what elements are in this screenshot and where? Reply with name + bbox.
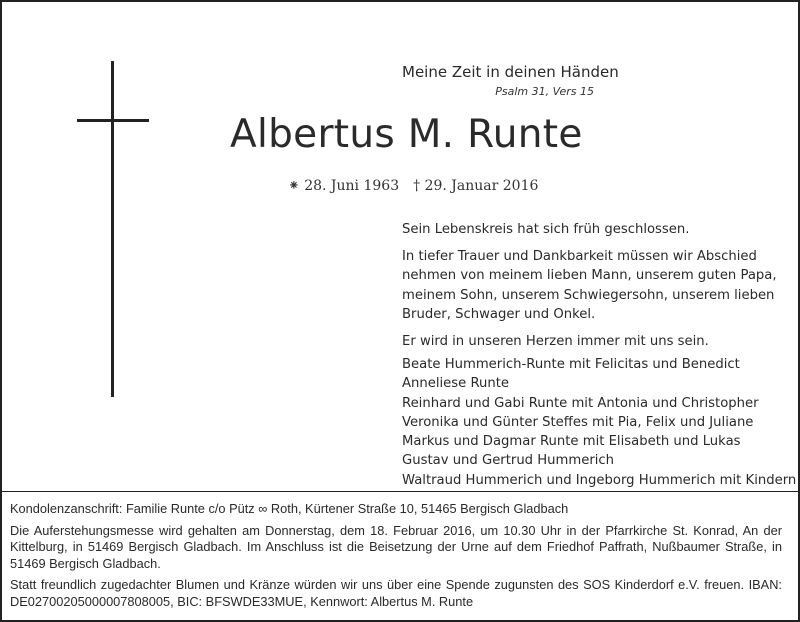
life-dates (288, 178, 538, 194)
cross-vertical-bar (111, 61, 114, 397)
text-paragraph-3: Er wird in unseren Herzen immer mit uns sein. (402, 333, 709, 349)
text-line: Bruder, Schwager und Onkel. (402, 307, 596, 322)
service-info: Die Auferstehungsmesse wird gehalten am Donnerstag, dem 18. Februar 2016, um 10.30 Uhr in der Pfarrkirche St. Konrad, An der Kittelburg, in 51469 Bergisch Gladbach. Im Anschluss ist die Beisetzung der Urne auf dem Friedhof Paffrath, Nußbaumer Straße, in 51469 Bergisch Gladbach. (10, 522, 782, 571)
family-member: Reinhard und Gabi Runte mit Antonia und Christopher (402, 395, 759, 411)
family-member: Veronika und Günter Steffes mit Pia, Felix und Juliane (402, 414, 754, 430)
text-paragraph-1: Sein Lebenskreis hat sich früh geschlossen. (402, 222, 690, 237)
mourning-text (402, 220, 777, 351)
family-member: Waltraud Hummerich und Ingeborg Hummerich mit Kindern (402, 472, 797, 488)
family-list (402, 355, 796, 490)
family-member: Markus und Dagmar Runte mit Elisabeth und Lukas (402, 434, 741, 450)
text-paragraph-2 (402, 247, 777, 325)
motto-line: Meine Zeit in deinen Händen (402, 63, 619, 81)
birth-star-icon: ⁕ (288, 178, 300, 194)
death-date: 29. Januar 2016 (424, 178, 539, 194)
motto-source: Psalm 31, Vers 15 (495, 85, 594, 98)
family-member: Beate Hummerich-Runte mit Felicitas und Benedict (402, 357, 740, 372)
footer-info (10, 501, 782, 611)
upper-section (2, 2, 798, 492)
death-cross-icon: † (413, 178, 421, 194)
deceased-name: Albertus M. Runte (230, 112, 583, 157)
birth-date: 28. Juni 1963 (304, 178, 400, 194)
cross-horizontal-bar (77, 119, 149, 122)
condolence-address: Kondolenzanschrift: Familie Runte c/o Pütz ∞ Roth, Kürtener Straße 10, 51465 Bergisch Gladbach (10, 501, 569, 516)
text-line: nehmen von meinem lieben Mann, unserem guten Papa, (402, 268, 777, 283)
family-member: Gustav und Gertrud Hummerich (402, 453, 615, 469)
family-member: Anneliese Runte (402, 376, 510, 392)
donation-info: Statt freundlich zugedachter Blumen und Kränze würden wir uns über eine Spende zugunsten des SOS Kinderdorf e.V. freuen. IBAN: DE02700205000007808005, BIC: BFSWDE33MUE, Kennwort: Albertus M. Runte (10, 577, 782, 609)
text-line: meinem Sohn, unserem Schwiegersohn, unserem lieben (402, 287, 775, 303)
text-line: In tiefer Trauer und Dankbarkeit müssen wir Abschied (402, 248, 757, 264)
